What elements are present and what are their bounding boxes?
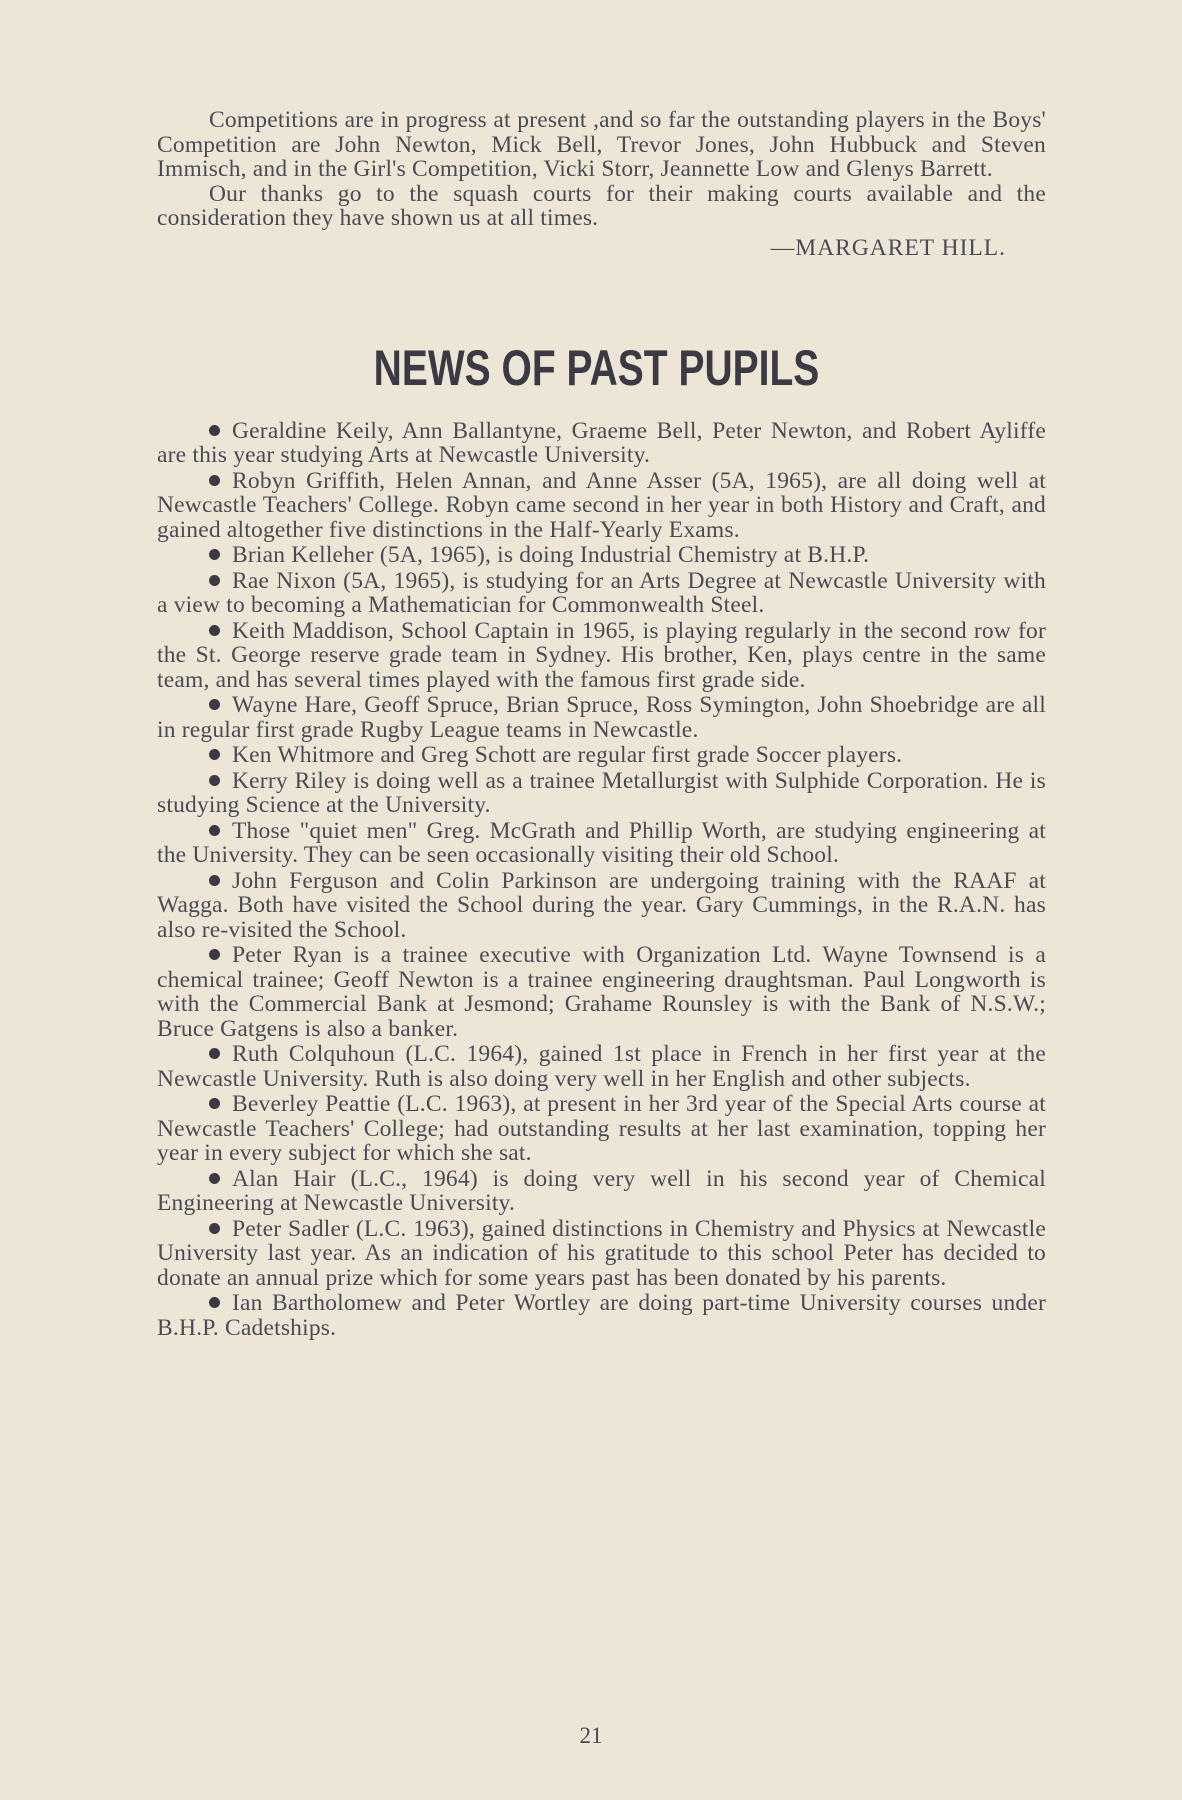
news-item bbox=[157, 419, 1046, 468]
bullet-icon bbox=[209, 575, 220, 586]
news-item-text: Those "quiet men" Greg. McGrath and Phillip Worth, are studying engineering at the University. They can be seen occasionally visiting their old School. bbox=[157, 817, 1046, 868]
news-item-text: Robyn Griffith, Helen Annan, and Anne Asser (5A, 1965), are all doing well at Newcastle Teachers' College. Robyn came second in her year in both History and Craft, and gained altogether five distinctions in the Half-Yearly Exams. bbox=[157, 467, 1046, 543]
bullet-icon bbox=[209, 1048, 220, 1059]
news-item-text: Geraldine Keily, Ann Ballantyne, Graeme Bell, Peter Newton, and Robert Ayliffe are this year studying Arts at Newcastle University. bbox=[157, 417, 1046, 468]
news-item-text: John Ferguson and Colin Parkinson are undergoing training with the RAAF at Wagga. Both have visited the School during the year. Gary Cummings, in the R.A.N. has also re-visited the School. bbox=[157, 867, 1046, 943]
news-item bbox=[157, 943, 1046, 1041]
bullet-icon bbox=[209, 875, 220, 886]
intro-paragraph-1: Competitions are in progress at present ,and so far the outstanding players in the Boys' Competition are John Newton, Mick Bell, Trevor Jones, John Hubbuck and Steven Immisch, and in the Girl's Competition, Vicki Storr, Jeannette Low and Glenys Barrett. bbox=[157, 107, 1046, 182]
news-item-text: Beverley Peattie (L.C. 1963), at present in her 3rd year of the Special Arts course at Newcastle Teachers' College; had outstanding results at her last examination, topping her year in every subject for which she sat. bbox=[157, 1091, 1046, 1166]
bullet-icon bbox=[209, 775, 220, 786]
news-item-text: Ruth Colquhoun (L.C. 1964), gained 1st place in French in her first year at the Newcastle University. Ruth is also doing very well in her English and other subjects. bbox=[157, 1041, 1046, 1092]
news-item-text: Ken Whitmore and Greg Schott are regular first grade Soccer players. bbox=[232, 742, 903, 768]
news-item-text: Kerry Riley is doing well as a trainee Metallurgist with Sulphide Corporation. He is studying Science at the University. bbox=[157, 767, 1046, 818]
section-title: NEWS OF PAST PUPILS bbox=[373, 339, 820, 396]
bullet-icon bbox=[209, 625, 220, 636]
news-item bbox=[157, 1167, 1046, 1216]
signature: —MARGARET HILL. bbox=[770, 234, 1006, 261]
news-item bbox=[157, 619, 1046, 693]
news-item bbox=[157, 1042, 1046, 1091]
intro-paragraph-2: Our thanks go to the squash courts for their making courts available and the consideration they have shown us at all times. bbox=[157, 180, 1046, 231]
news-item-text: Alan Hair (L.C., 1964) is doing very well in his second year of Chemical Engineering at Newcastle University. bbox=[157, 1165, 1046, 1216]
news-item-text: Ian Bartholomew and Peter Wortley are doing part-time University courses under B.H.P. Cadetships. bbox=[157, 1290, 1046, 1341]
bullet-icon bbox=[209, 749, 220, 760]
news-item bbox=[157, 469, 1046, 543]
news-item bbox=[157, 1217, 1046, 1291]
bullet-icon bbox=[209, 475, 220, 486]
bullet-icon bbox=[209, 825, 220, 836]
news-item bbox=[157, 693, 1046, 742]
news-item bbox=[157, 569, 1046, 618]
news-item-text: Brian Kelleher (5A, 1965), is doing Industrial Chemistry at B.H.P. bbox=[232, 542, 870, 568]
news-item bbox=[157, 743, 1046, 768]
news-item bbox=[157, 869, 1046, 943]
news-item bbox=[157, 1291, 1046, 1340]
bullet-icon bbox=[209, 1297, 220, 1308]
bullet-icon bbox=[209, 1098, 220, 1109]
news-item bbox=[157, 819, 1046, 868]
news-item-text: Rae Nixon (5A, 1965), is studying for an Arts Degree at Newcastle University with a view to becoming a Mathematician for Commonwealth Steel. bbox=[157, 567, 1046, 618]
bullet-icon bbox=[209, 425, 220, 436]
bullet-icon bbox=[209, 949, 220, 960]
news-item-text: Wayne Hare, Geoff Spruce, Brian Spruce, Ross Symington, John Shoebridge are all in regular first grade Rugby League teams in Newcastle. bbox=[157, 692, 1046, 743]
news-item-text: Keith Maddison, School Captain in 1965, is playing regularly in the second row for the St. George reserve grade team in Sydney. His brother, Ken, plays centre in the same team, and has several times played with the famous first grade side. bbox=[157, 617, 1046, 693]
news-item bbox=[157, 769, 1046, 818]
bullet-icon bbox=[209, 549, 220, 560]
news-item-text: Peter Sadler (L.C. 1963), gained distinctions in Chemistry and Physics at Newcastle University last year. As an indication of his gratitude to this school Peter has decided to donate an annual prize which for some years past has been donated by his parents. bbox=[157, 1215, 1046, 1291]
page-number: 21 bbox=[579, 1723, 603, 1748]
news-item-text: Peter Ryan is a trainee executive with Organization Ltd. Wayne Townsend is a chemical trainee; Geoff Newton is a trainee engineering draughtsman. Paul Longworth is with the Commercial Bank at Jesmond; Grahame Rounsley is with the Bank of N.S.W.; Bruce Gatgens is also a banker. bbox=[157, 942, 1046, 1042]
bullet-icon bbox=[209, 1223, 220, 1234]
news-item bbox=[157, 543, 1046, 568]
bullet-icon bbox=[209, 1173, 220, 1184]
news-item bbox=[157, 1092, 1046, 1166]
bullet-icon bbox=[209, 699, 220, 710]
news-list bbox=[157, 419, 1046, 1341]
